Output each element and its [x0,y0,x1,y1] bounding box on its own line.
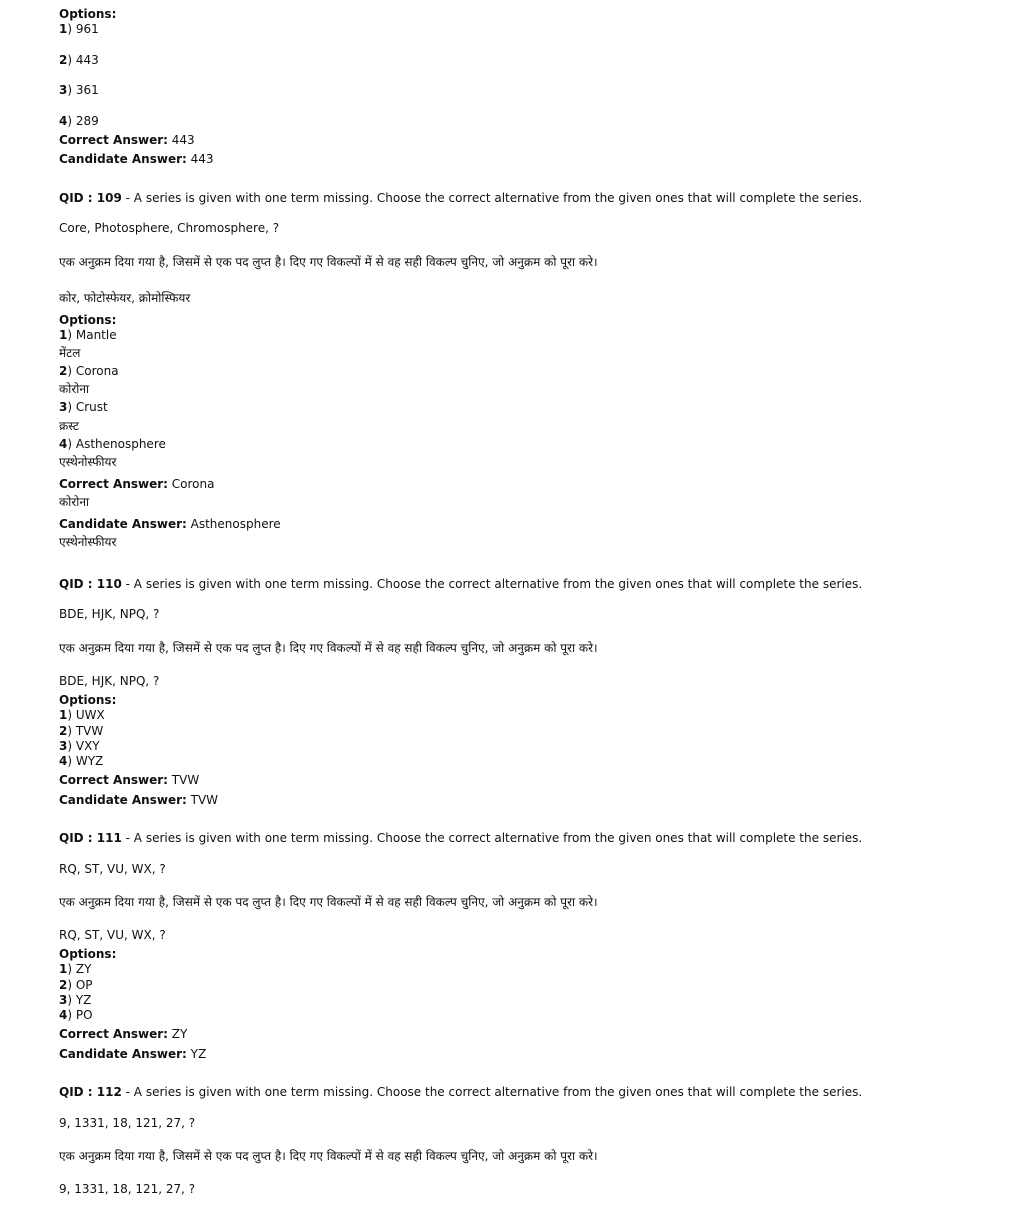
option-number: 3 [59,993,68,1007]
series-english: Core, Photosphere, Chromosphere, ? [59,221,280,235]
candidate-answer-label: Candidate Answer: [59,517,187,531]
option-text: ) 289 [67,114,99,128]
option-item [59,962,91,977]
series-hindi: RQ, ST, VU, WX, ? [59,928,166,942]
options-label: Options: [59,313,117,327]
option-number: 3 [59,400,68,414]
series-hindi: कोर, फोटोस्फेयर, क्रोमोस्फियर [59,291,191,305]
option-item [59,364,119,379]
question-hindi: एक अनुक्रम दिया गया है, जिसमें से एक पद लुप्त है। दिए गए विकल्पों में से वह सही विकल्प चुनिए, जो अनुक्रम को पूरा करे। [59,641,598,655]
option-text: ) Corona [67,364,119,378]
option-number: 2 [59,978,68,992]
option-text: ) OP [67,978,93,992]
option-item [59,114,99,129]
candidate-answer-value: 443 [186,152,214,166]
correct-answer-value: Corona [167,477,215,491]
correct-answer-label: Correct Answer: [59,1027,168,1041]
option-text: ) 361 [67,83,99,97]
correct-answer [59,133,195,148]
option-text: ) 961 [67,22,99,36]
candidate-answer [59,793,218,808]
option-number: 1 [59,708,68,722]
candidate-answer-value: TVW [186,793,219,807]
candidate-answer [59,1047,206,1062]
question-text: - A series is given with one term missing. Choose the correct alternative from the given ones that will complete the series. [121,191,863,205]
correct-answer [59,773,199,788]
candidate-answer [59,152,214,167]
option-text: ) YZ [67,993,92,1007]
option-number: 4 [59,1008,68,1022]
option-number: 3 [59,83,68,97]
option-text: ) VXY [67,739,100,753]
option-number: 2 [59,724,68,738]
option-item [59,328,117,343]
question-header [59,1085,862,1100]
option-number: 2 [59,364,68,378]
option-text: ) PO [67,1008,93,1022]
question-header [59,191,862,206]
qid-label: QID : 109 [59,191,122,205]
option-item [59,724,103,739]
qid-label: QID : 111 [59,831,122,845]
option-number: 1 [59,962,68,976]
correct-answer-value: 443 [167,133,195,147]
option-text: ) TVW [67,724,104,738]
option-item [59,83,99,98]
option-item [59,53,99,68]
option-text: ) Crust [67,400,108,414]
correct-answer [59,477,214,492]
candidate-answer-label: Candidate Answer: [59,793,187,807]
qid-label: QID : 112 [59,1085,122,1099]
options-label: Options: [59,693,117,707]
correct-answer-label: Correct Answer: [59,773,168,787]
series-hindi: 9, 1331, 18, 121, 27, ? [59,1182,196,1196]
option-number: 4 [59,114,68,128]
option-item [59,739,100,754]
option-number: 4 [59,437,68,451]
correct-answer-value: TVW [167,773,200,787]
correct-answer-label: Correct Answer: [59,477,168,491]
options-label: Options: [59,7,117,21]
candidate-answer-value: Asthenosphere [186,517,281,531]
option-text: ) UWX [67,708,105,722]
question-hindi: एक अनुक्रम दिया गया है, जिसमें से एक पद लुप्त है। दिए गए विकल्पों में से वह सही विकल्प चुनिए, जो अनुक्रम को पूरा करे। [59,255,598,269]
option-item [59,400,108,415]
question-header [59,577,862,592]
series-english: BDE, HJK, NPQ, ? [59,607,160,621]
option-item [59,978,93,993]
question-text: - A series is given with one term missing. Choose the correct alternative from the given ones that will complete the series. [121,831,863,845]
question-header [59,831,862,846]
option-hindi: कोरोना [59,382,90,396]
option-item [59,754,103,769]
option-item [59,22,99,37]
options-label: Options: [59,947,117,961]
option-number: 4 [59,754,68,768]
candidate-answer [59,517,281,532]
question-hindi: एक अनुक्रम दिया गया है, जिसमें से एक पद लुप्त है। दिए गए विकल्पों में से वह सही विकल्प चुनिए, जो अनुक्रम को पूरा करे। [59,1149,598,1163]
question-text: - A series is given with one term missing. Choose the correct alternative from the given ones that will complete the series. [121,1085,863,1099]
option-hindi: एस्थेनोस्फीयर [59,455,117,469]
option-item [59,708,105,723]
option-text: ) WYZ [67,754,104,768]
series-english: RQ, ST, VU, WX, ? [59,862,166,876]
option-text: ) Asthenosphere [67,437,166,451]
option-text: ) 443 [67,53,99,67]
option-number: 2 [59,53,68,67]
option-item [59,1008,93,1023]
option-hindi: क्रस्ट [59,419,79,433]
option-text: ) ZY [67,962,92,976]
candidate-answer-value: YZ [186,1047,207,1061]
series-english: 9, 1331, 18, 121, 27, ? [59,1116,196,1130]
option-hindi: मेंटल [59,346,81,360]
option-item [59,993,91,1008]
question-hindi: एक अनुक्रम दिया गया है, जिसमें से एक पद लुप्त है। दिए गए विकल्पों में से वह सही विकल्प चुनिए, जो अनुक्रम को पूरा करे। [59,895,598,909]
correct-answer [59,1027,187,1042]
option-text: ) Mantle [67,328,117,342]
correct-answer-value: ZY [167,1027,188,1041]
correct-answer-label: Correct Answer: [59,133,168,147]
option-number: 1 [59,22,68,36]
correct-answer-hindi: कोरोना [59,495,90,509]
option-number: 3 [59,739,68,753]
series-hindi: BDE, HJK, NPQ, ? [59,674,160,688]
option-number: 1 [59,328,68,342]
qid-label: QID : 110 [59,577,122,591]
candidate-answer-hindi: एस्थेनोस्फीयर [59,535,117,549]
candidate-answer-label: Candidate Answer: [59,1047,187,1061]
candidate-answer-label: Candidate Answer: [59,152,187,166]
question-text: - A series is given with one term missing. Choose the correct alternative from the given ones that will complete the series. [121,577,863,591]
option-item [59,437,166,452]
